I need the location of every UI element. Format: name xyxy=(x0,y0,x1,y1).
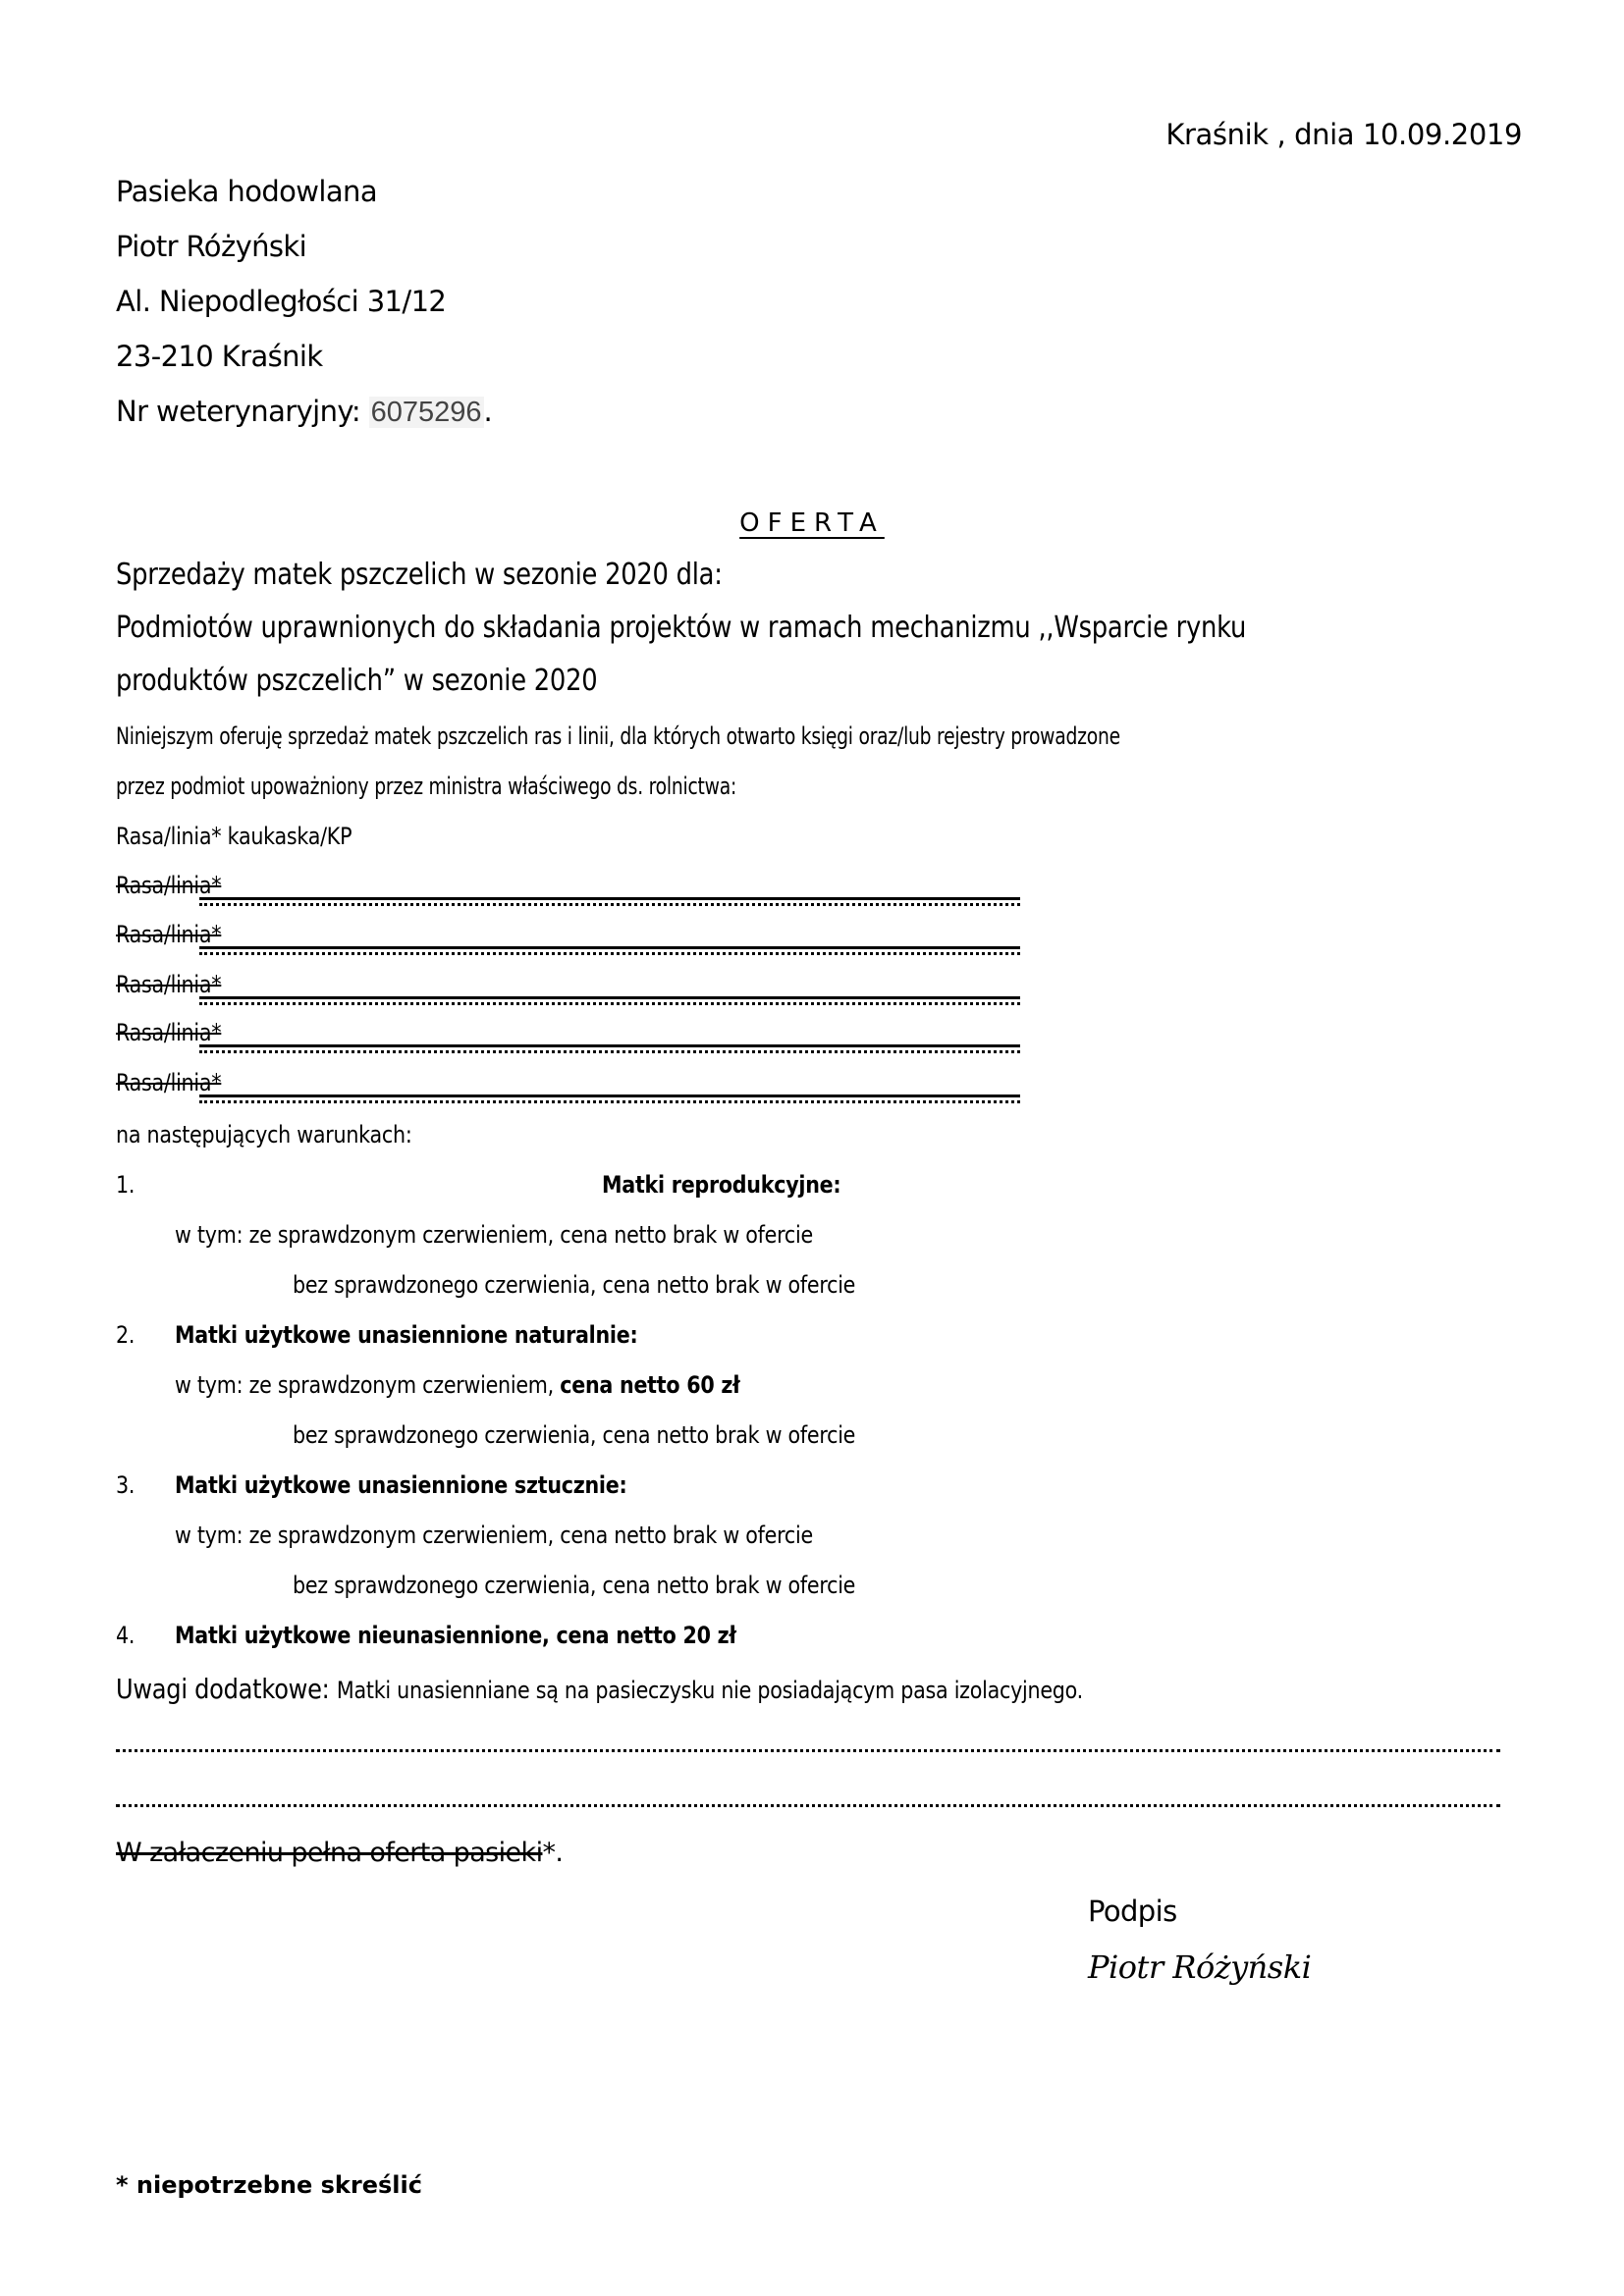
breed-blank-label: Rasa/linia* xyxy=(116,921,222,948)
item-4-title: Matki użytkowe nieunasiennione, cena netto 20 zł xyxy=(175,1622,736,1649)
breed-blank-label: Rasa/linia* xyxy=(116,971,222,998)
breed-fill-line[interactable] xyxy=(199,1044,1020,1047)
offer-subtitle-3: produktów pszczelich” w sezonie 2020 xyxy=(116,664,598,698)
breed-fill-line[interactable] xyxy=(199,946,1020,949)
breed-blank-row xyxy=(116,872,239,905)
item-1-number: 1. xyxy=(116,1171,135,1199)
attachment-suffix: *. xyxy=(542,1838,564,1868)
item-2-with xyxy=(175,1371,740,1399)
offer-title: OFERTA xyxy=(739,508,885,538)
item-2-with-price: cena netto 60 zł xyxy=(560,1371,740,1399)
sender-name: Piotr Różyński xyxy=(116,230,307,263)
remarks xyxy=(116,1673,1083,1705)
remarks-label: Uwagi dodatkowe: xyxy=(116,1673,337,1705)
remarks-text: Matki unasienniane są na pasieczysku nie posiadającym pasa izolacyjnego. xyxy=(336,1677,1083,1704)
item-1-with: w tym: ze sprawdzonym czerwieniem, cena netto brak w ofercie xyxy=(175,1221,813,1249)
item-3-number: 3. xyxy=(116,1471,135,1499)
item-1-title: Matki reprodukcyjne: xyxy=(602,1171,841,1199)
sender-city: 23-210 Kraśnik xyxy=(116,340,323,373)
vet-number: 6075296 xyxy=(370,397,482,428)
item-2-with-label: w tym: ze sprawdzonym czerwieniem, xyxy=(175,1371,561,1399)
offer-intro-1: Niniejszym oferuję sprzedaż matek pszczelich ras i linii, dla których otwarto księgi oraz/lub rejestry prowadzone xyxy=(116,722,1120,750)
conditions-intro: na następujących warunkach: xyxy=(116,1121,412,1148)
breed-blank-row xyxy=(116,921,239,954)
attachment-struck-text: W załaczeniu pełna oferta pasieki xyxy=(116,1838,543,1868)
breed-fill-line[interactable] xyxy=(199,1095,1020,1097)
vet-suffix: . xyxy=(483,395,493,428)
remarks-blank-line-2[interactable] xyxy=(116,1804,1500,1807)
breed-blank-label: Rasa/linia* xyxy=(116,1019,222,1046)
footnote: * niepotrzebne skreślić xyxy=(116,2171,422,2199)
vet-label: Nr weterynaryjny: xyxy=(116,395,369,428)
sender-street: Al. Niepodległości 31/12 xyxy=(116,285,447,318)
item-3-with: w tym: ze sprawdzonym czerwieniem, cena netto brak w ofercie xyxy=(175,1522,813,1549)
offer-intro-2: przez podmiot upoważniony przez ministra właściwego ds. rolnictwa: xyxy=(116,773,737,800)
item-4-number: 4. xyxy=(116,1622,135,1649)
breed-blank-label: Rasa/linia* xyxy=(116,1069,222,1096)
signature-name: Piotr Różyński xyxy=(1088,1949,1312,1986)
sender-apiary: Pasieka hodowlana xyxy=(116,175,378,208)
item-2-without: bez sprawdzonego czerwienia, cena netto brak w ofercie xyxy=(293,1421,856,1449)
breed-fill-line[interactable] xyxy=(199,897,1020,900)
vet-number-line xyxy=(116,395,492,429)
item-1-without: bez sprawdzonego czerwienia, cena netto brak w ofercie xyxy=(293,1271,856,1299)
breed-filled: Rasa/linia* kaukaska/KP xyxy=(116,823,352,850)
item-3-title: Matki użytkowe unasiennione sztucznie: xyxy=(175,1471,627,1499)
signature-label: Podpis xyxy=(1088,1895,1177,1928)
attachment-line xyxy=(116,1838,563,1868)
breed-blank-label: Rasa/linia* xyxy=(116,872,222,899)
breed-fill-line[interactable] xyxy=(199,996,1020,999)
item-3-without: bez sprawdzonego czerwienia, cena netto brak w ofercie xyxy=(293,1572,856,1599)
breed-blank-row xyxy=(116,1019,239,1052)
remarks-blank-line-1[interactable] xyxy=(116,1749,1500,1752)
item-2-title: Matki użytkowe unasiennione naturalnie: xyxy=(175,1321,638,1349)
breed-blank-row xyxy=(116,1069,239,1102)
offer-subtitle-2: Podmiotów uprawnionych do składania projektów w ramach mechanizmu ,,Wsparcie rynku xyxy=(116,611,1247,645)
offer-subtitle-1: Sprzedaży matek pszczelich w sezonie 2020 dla: xyxy=(116,558,723,592)
breed-blank-row xyxy=(116,971,239,1004)
item-2-number: 2. xyxy=(116,1321,135,1349)
place-date: Kraśnik , dnia 10.09.2019 xyxy=(1165,118,1522,151)
